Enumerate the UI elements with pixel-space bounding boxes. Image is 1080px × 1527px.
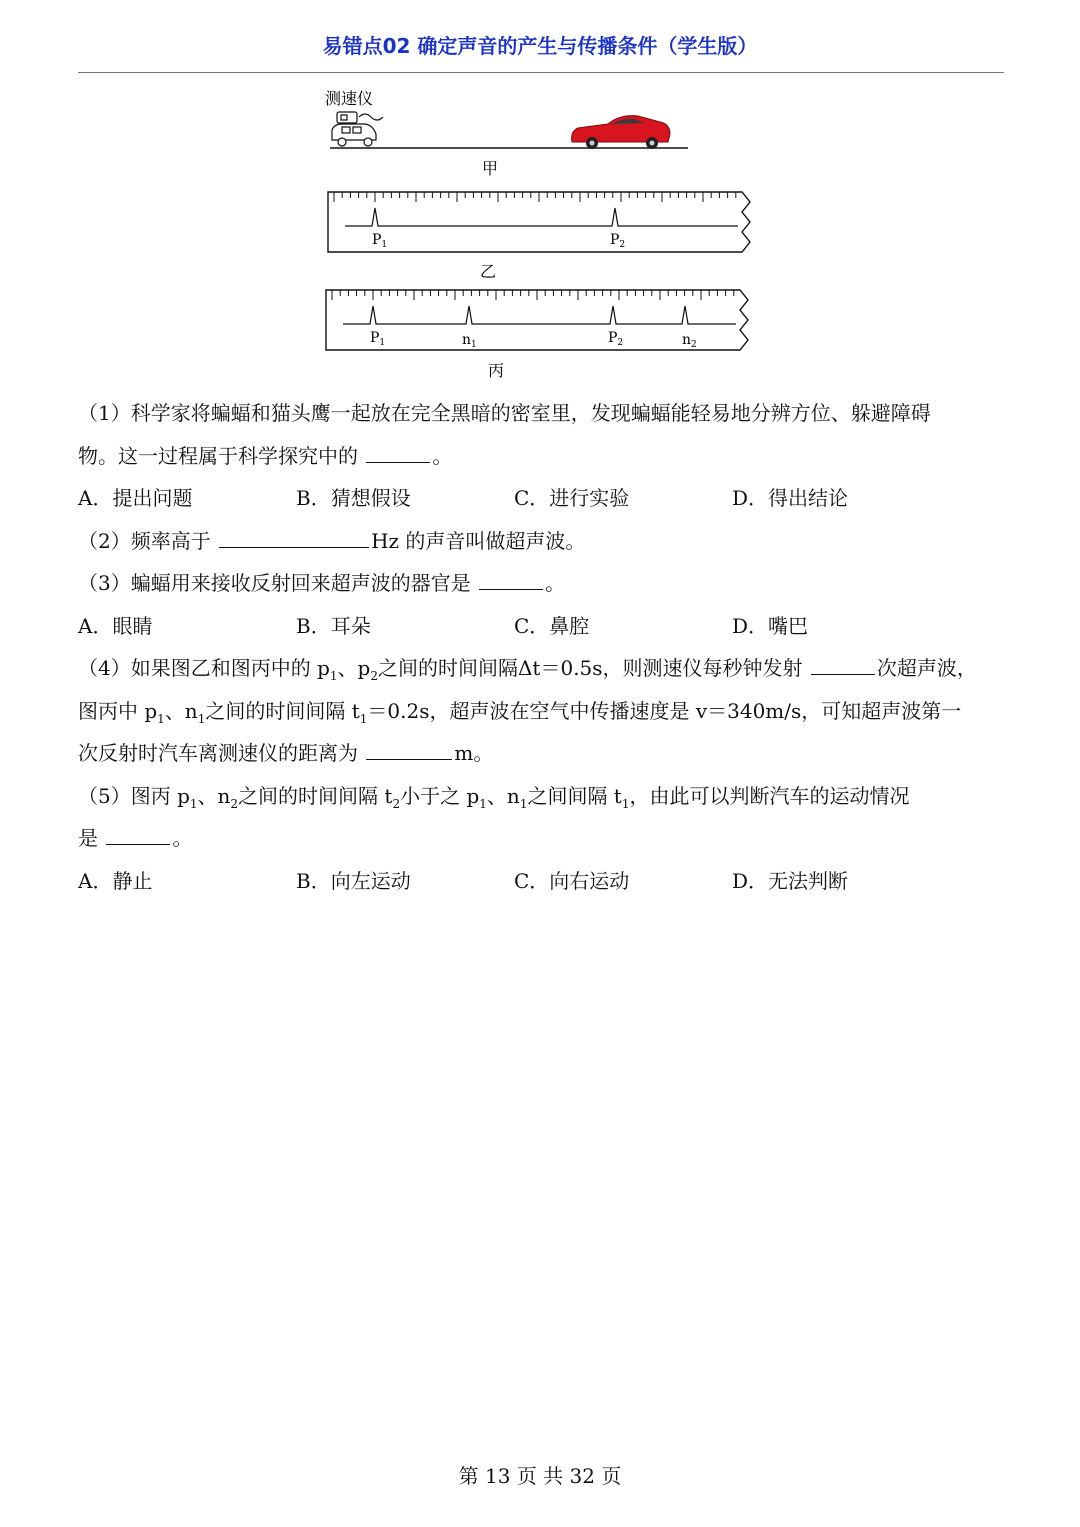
q3-option-c[interactable]: C．鼻腔 — [514, 613, 590, 638]
q1-line-1: （1）科学家将蝙蝠和猫头鹰一起放在完全黑暗的密室里，发现蝙蝠能轻易地分辨方位、躲避障碍 — [78, 401, 931, 425]
speed-gun-vehicle-icon — [332, 112, 383, 146]
caption-bing: 丙 — [487, 361, 505, 380]
q4-line-2: 图丙中 $p_1$、$n_1$之间的时间间隔 $t_1=0.2s$，超声波在空气中传播速度是 v＝340m/s，可知超声波第一 — [78, 698, 962, 726]
label-p1-yi: $P_1$ — [372, 232, 388, 250]
red-car-icon — [572, 116, 670, 149]
q5-options — [78, 860, 1004, 903]
tape-bing — [326, 290, 748, 350]
q3-option-a[interactable]: A．眼睛 — [78, 613, 153, 638]
label-p2-bing: $P_2$ — [608, 330, 624, 348]
q1-options — [78, 477, 1004, 520]
q1-option-b[interactable]: B．猜想假设 — [296, 486, 411, 510]
caption-jia: 甲 — [481, 159, 499, 178]
q3-options — [78, 605, 1004, 648]
q4-emit-count-blank[interactable] — [811, 652, 875, 675]
page-header-title: 易错点02 确定声音的产生与传播条件（学生版） — [322, 34, 758, 58]
q1-line-2: 物。这一过程属于科学探究中的 。 — [78, 435, 1004, 478]
q3-option-d[interactable]: D．嘴巴 — [732, 613, 809, 638]
header-divider — [78, 72, 1004, 73]
label-p1-bing: $P_1$ — [370, 330, 386, 348]
q1-answer-blank[interactable] — [366, 440, 430, 463]
label-n2-bing: $n_2$ — [682, 332, 697, 350]
speed-measurement-figure — [320, 84, 760, 384]
q5-answer-blank[interactable] — [106, 822, 170, 845]
q5-option-c[interactable]: C．向右运动 — [514, 868, 630, 893]
figure-svg — [320, 84, 760, 384]
q5-option-d[interactable]: D．无法判断 — [732, 868, 849, 893]
q3-line: （3）蝙蝠用来接收反射回来超声波的器官是 。 — [78, 562, 1004, 605]
q5-line-1: （5）图丙 $p_1$、$n_2$之间的时间间隔 $t_2$小于之 $p_1$、$n_1$之间间隔 $t_1$，由此可以判断汽车的运动情况 — [78, 783, 910, 811]
q2-answer-blank[interactable] — [219, 525, 369, 548]
label-p2-yi: $P_2$ — [610, 232, 626, 250]
q5-option-a[interactable]: A．静止 — [78, 868, 153, 893]
q5-option-b[interactable]: B．向左运动 — [296, 868, 411, 893]
q5-line-2: 是 。 — [78, 817, 1004, 860]
question-body — [78, 392, 1004, 902]
label-n1-bing: $n_1$ — [462, 332, 477, 350]
q1-option-d[interactable]: D．得出结论 — [732, 486, 849, 510]
q3-option-b[interactable]: B．耳朵 — [296, 613, 371, 638]
q4-line-3: 次反射时汽车离测速仪的距离为 m。 — [78, 732, 1004, 775]
q1-option-a[interactable]: A．提出问题 — [78, 486, 193, 510]
q3-answer-blank[interactable] — [479, 567, 543, 590]
q1-option-c[interactable]: C．进行实验 — [514, 486, 630, 510]
q4-distance-blank[interactable] — [366, 737, 452, 760]
q2-line: （2）频率高于 Hz 的声音叫做超声波。 — [78, 520, 1004, 563]
q4-line-1: （4）如果图乙和图丙中的 $p_1$、$p_2$之间的时间间隔Δt＝0.5s，则测速仪每秒钟发射 次超声波， — [78, 647, 1004, 690]
caption-yi: 乙 — [479, 262, 497, 281]
page-footer-number: 第 13 页 共 32 页 — [458, 1464, 622, 1488]
device-label: 测速仪 — [325, 89, 374, 108]
tape-yi — [328, 192, 750, 252]
